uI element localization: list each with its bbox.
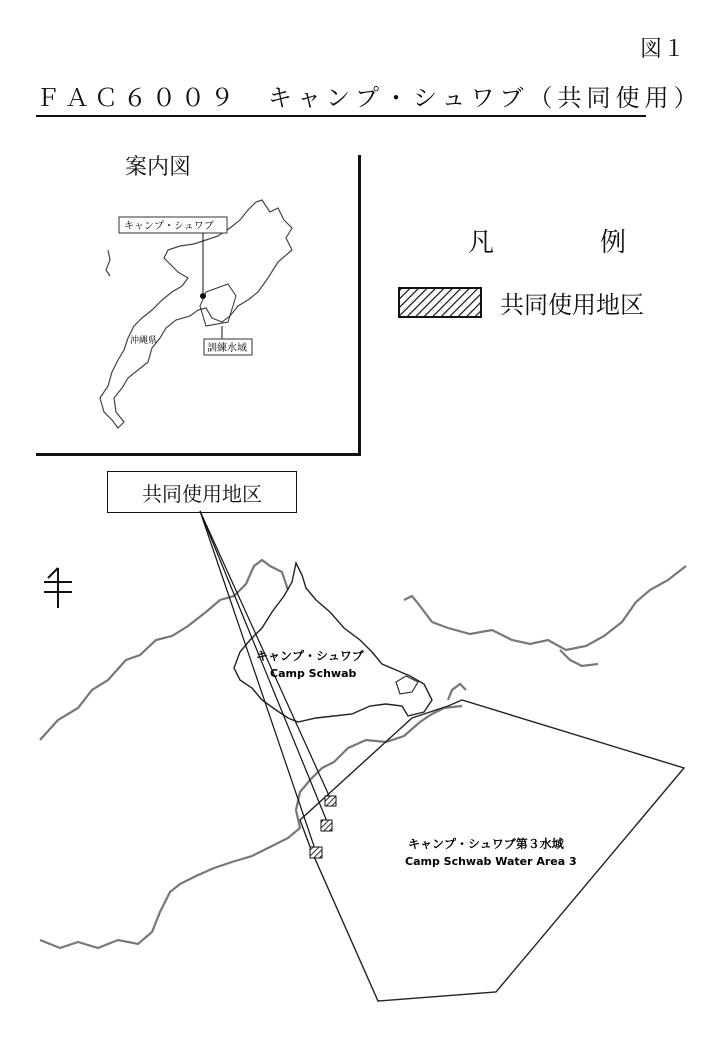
water-area-name-en: Camp Schwab Water Area 3	[405, 855, 577, 868]
inset-training-label: 訓練水域	[207, 343, 247, 354]
inset-prefecture-label: 沖縄県	[130, 336, 158, 346]
water-area-name-ja: キャンプ・シュワブ第３水域	[408, 837, 564, 851]
inset-camp-label: キャンプ・シュワブ	[124, 221, 214, 232]
camp-name-en: Camp Schwab	[270, 667, 357, 680]
figure-number: 図１	[640, 37, 687, 62]
camp-name-ja: キャンプ・シュワブ	[256, 649, 364, 663]
okinawa-island-outline	[100, 200, 292, 428]
legend-item-label: 共同使用地区	[500, 290, 644, 319]
joint-use-area-marker	[310, 847, 322, 858]
legend-title: 凡 例	[468, 228, 667, 258]
joint-use-area-marker	[321, 820, 332, 831]
inset-map-title: 案内図	[125, 155, 192, 180]
inset-training-area	[200, 284, 236, 326]
coastline	[40, 560, 686, 948]
joint-use-area-marker	[325, 796, 336, 806]
north-arrow-icon	[44, 568, 72, 608]
page-title: ＦＡＣ６００９ キャンプ・シュワブ（共同使用）	[36, 78, 646, 117]
joint-use-callout: 共同使用地区	[107, 471, 297, 513]
